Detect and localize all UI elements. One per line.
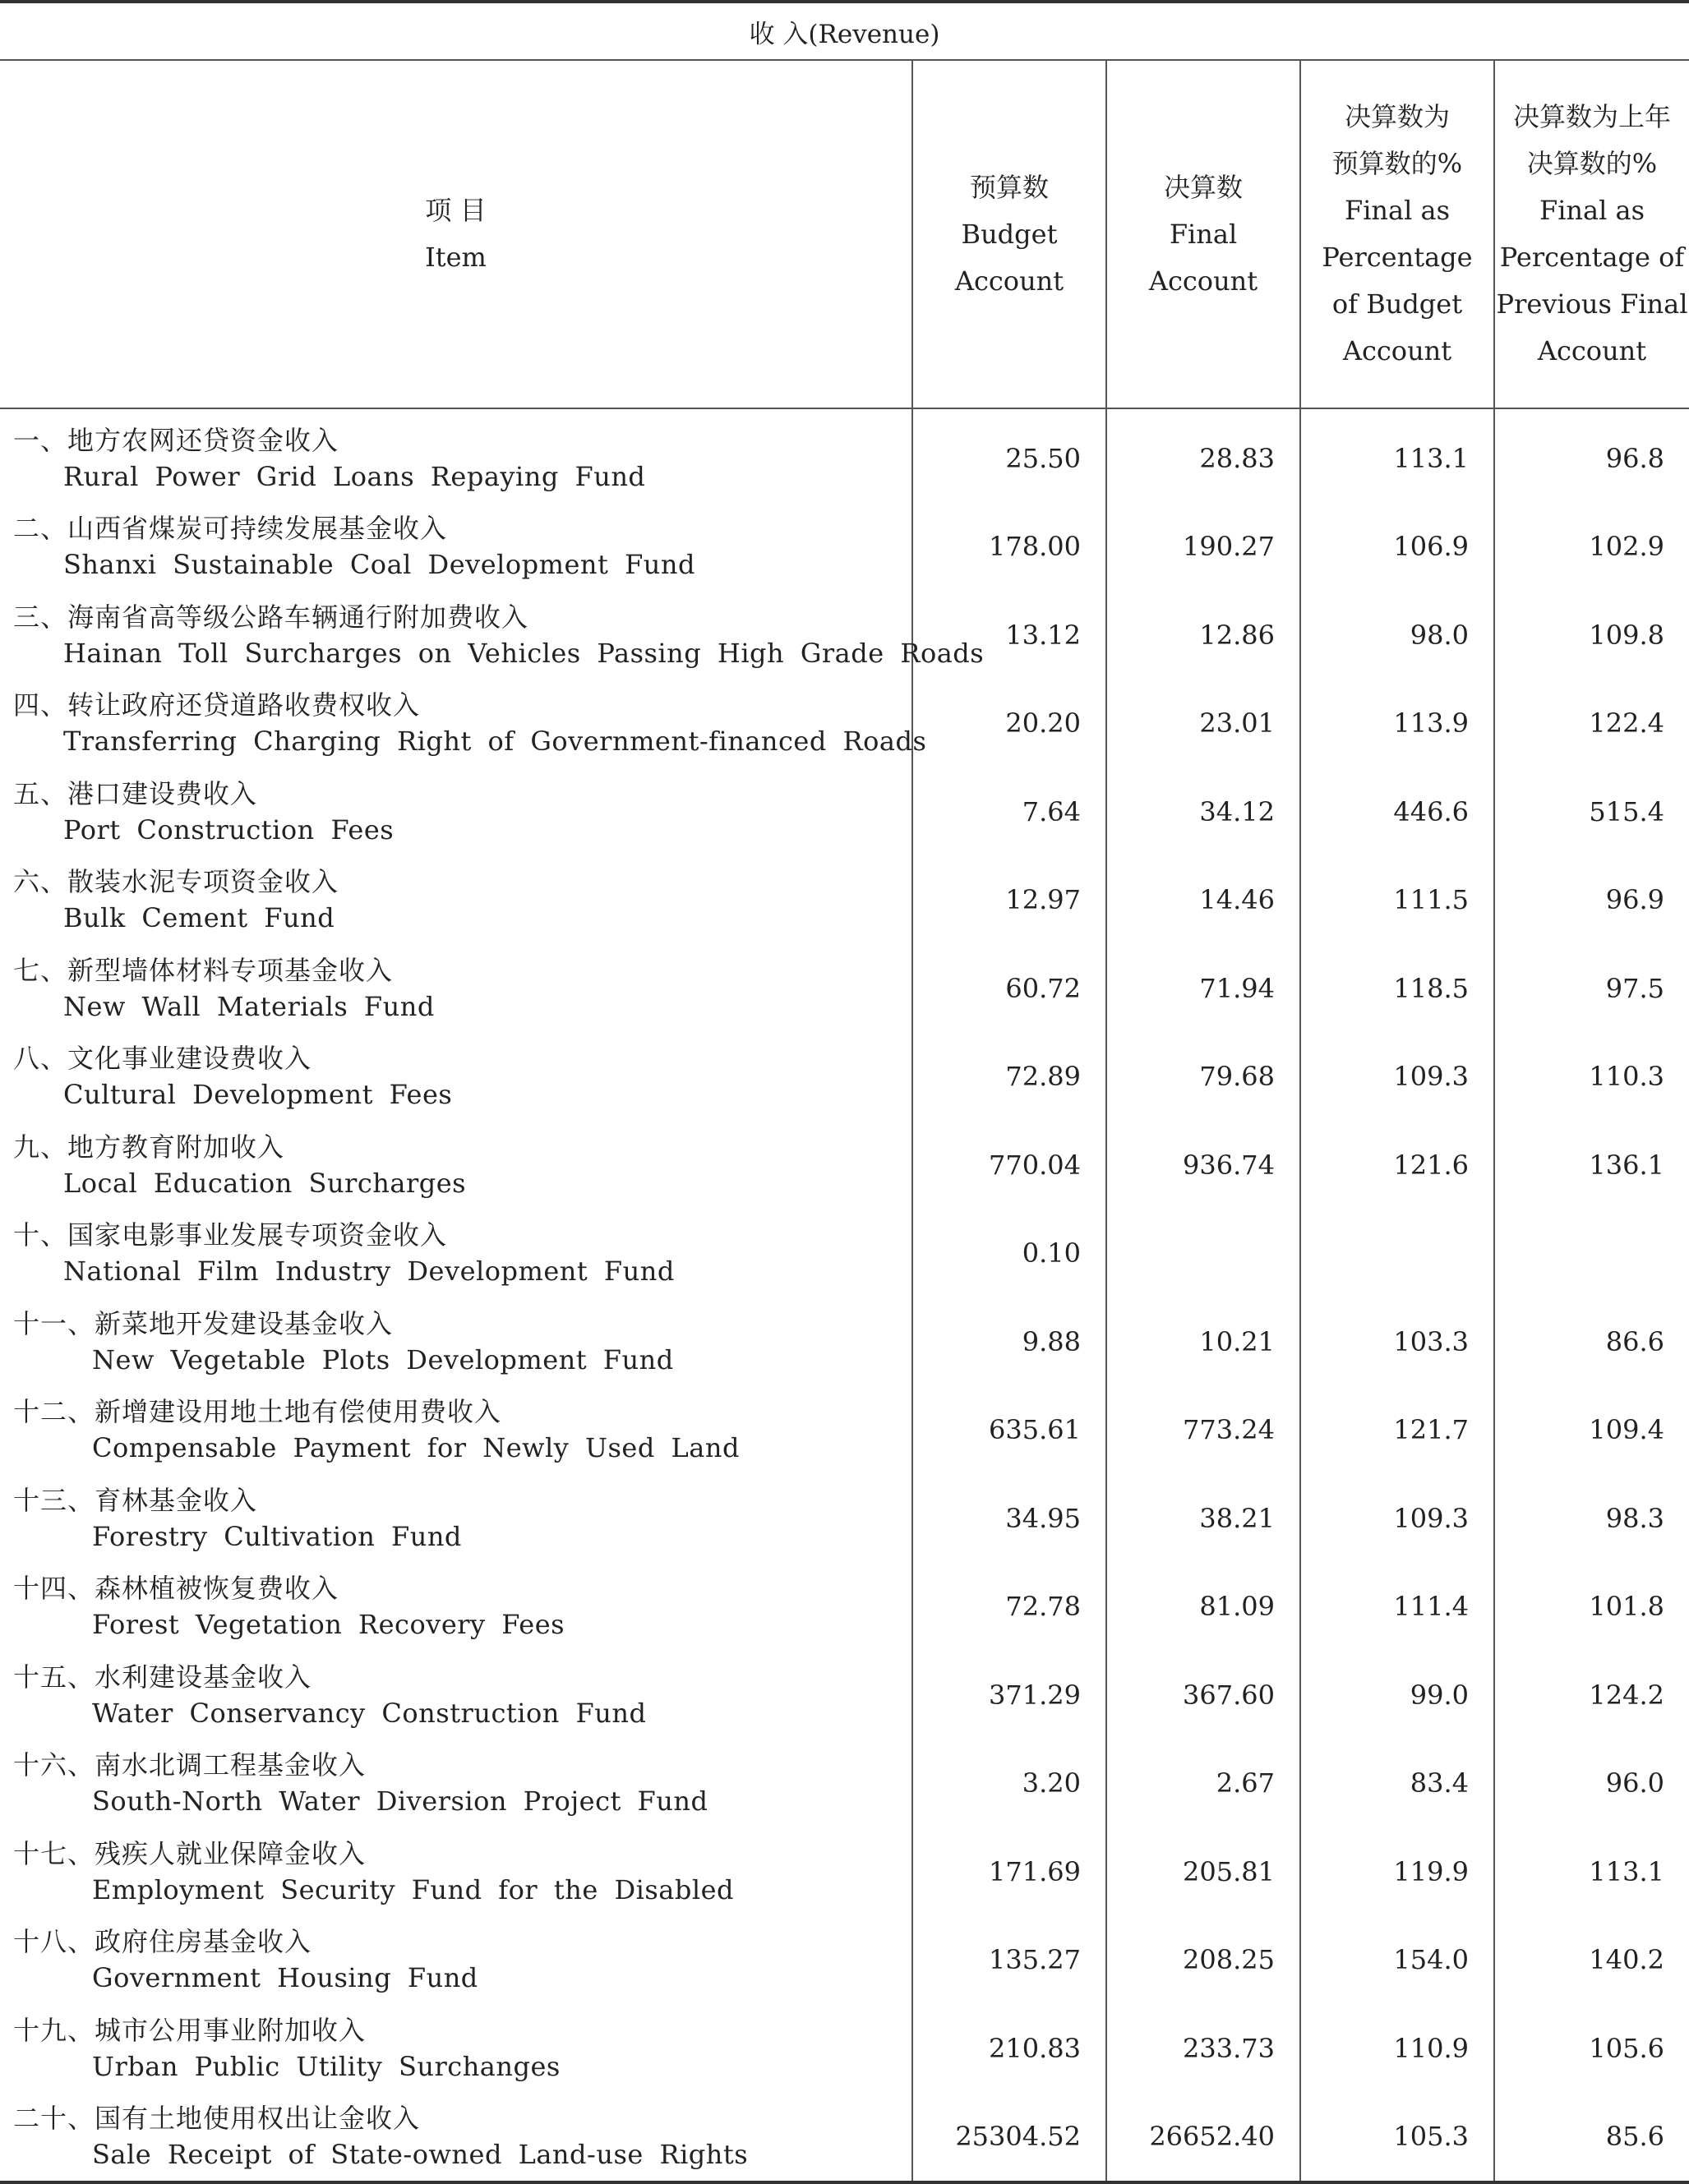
- item-name-en: Port Construction Fees: [63, 813, 395, 845]
- item-name-zh: 十二、新增建设用地土地有偿使用费收入: [13, 1396, 502, 1428]
- item-name-en: Cultural Development Fees: [63, 1079, 453, 1111]
- table-row: [0, 1386, 1689, 1475]
- item-cell: [0, 1209, 912, 1298]
- pct-prev-cell: 515.4: [1494, 767, 1689, 856]
- table-row: [0, 1739, 1689, 1828]
- budget-cell: 20.20: [912, 680, 1106, 768]
- pct-budget-cell: 105.3: [1300, 2093, 1494, 2183]
- item-cell: [0, 408, 912, 503]
- table-row: [0, 944, 1689, 1033]
- final-cell: 28.83: [1106, 408, 1300, 503]
- item-name-zh: 三、海南省高等级公路车辆通行附加费收入: [13, 601, 529, 633]
- item-cell: [0, 1651, 912, 1739]
- header-pct-prev: [1494, 60, 1689, 408]
- header-budget-en-2: Account: [954, 265, 1064, 297]
- item-name-zh: 六、散装水泥专项资金收入: [13, 866, 339, 898]
- item-name-zh: 二、山西省煤炭可持续发展基金收入: [13, 513, 448, 545]
- final-cell: 2.67: [1106, 1739, 1300, 1828]
- header-pct-budget-zh-2: 预算数的%: [1331, 148, 1463, 179]
- header-pct-budget-en-2: Percentage: [1322, 242, 1473, 273]
- item-name-en: Water Conservancy Construction Fund: [92, 1697, 647, 1729]
- final-cell: 233.73: [1106, 2004, 1300, 2093]
- budget-cell: 25304.52: [912, 2093, 1106, 2183]
- pct-prev-cell: 86.6: [1494, 1297, 1689, 1386]
- budget-cell: 34.95: [912, 1474, 1106, 1563]
- budget-cell: 9.88: [912, 1297, 1106, 1386]
- pct-budget-cell: 106.9: [1300, 503, 1494, 592]
- item-cell: [0, 2004, 912, 2093]
- item-name-en: Bulk Cement Fund: [63, 902, 335, 934]
- item-name-en: Forestry Cultivation Fund: [92, 1520, 462, 1552]
- pct-budget-cell: 154.0: [1300, 1916, 1494, 2005]
- final-cell: 14.46: [1106, 856, 1300, 945]
- final-cell: 205.81: [1106, 1827, 1300, 1916]
- final-cell: 81.09: [1106, 1563, 1300, 1652]
- pct-budget-cell: 119.9: [1300, 1827, 1494, 1916]
- item-name-en: South-North Water Diversion Project Fund: [92, 1785, 708, 1818]
- budget-cell: 3.20: [912, 1739, 1106, 1828]
- item-name-zh: 二十、国有土地使用权出让金收入: [13, 2103, 421, 2135]
- item-cell: [0, 1739, 912, 1828]
- item-name-zh: 九、地方教育附加收入: [13, 1131, 285, 1163]
- pct-budget-cell: 83.4: [1300, 1739, 1494, 1828]
- table-row: [0, 767, 1689, 856]
- pct-prev-cell: 109.8: [1494, 591, 1689, 680]
- item-cell: [0, 1297, 912, 1386]
- table-row: [0, 1651, 1689, 1739]
- pct-budget-cell: 99.0: [1300, 1651, 1494, 1739]
- header-row: [0, 60, 1689, 408]
- budget-cell: 171.69: [912, 1827, 1106, 1916]
- item-name-en: Transferring Charging Right of Government-financed Roads: [63, 726, 927, 758]
- item-cell: [0, 856, 912, 945]
- item-name-zh: 十五、水利建设基金收入: [13, 1661, 312, 1693]
- item-name-en: Compensable Payment for Newly Used Land: [92, 1432, 740, 1464]
- table-row: [0, 2093, 1689, 2183]
- final-cell: 10.21: [1106, 1297, 1300, 1386]
- header-budget-zh: 预算数: [969, 171, 1049, 203]
- header-budget: [912, 60, 1106, 408]
- item-cell: [0, 503, 912, 592]
- final-cell: 38.21: [1106, 1474, 1300, 1563]
- item-cell: [0, 1121, 912, 1209]
- item-name-en: Shanxi Sustainable Coal Development Fund: [63, 549, 695, 581]
- final-cell: 190.27: [1106, 503, 1300, 592]
- header-pct-prev-en-1: Final as: [1539, 195, 1645, 226]
- item-name-zh: 一、地方农网还贷资金收入: [13, 424, 339, 456]
- item-name-zh: 十、国家电影事业发展专项资金收入: [13, 1219, 448, 1251]
- item-cell: [0, 1916, 912, 2005]
- table-row: [0, 1209, 1689, 1298]
- item-cell: [0, 680, 927, 768]
- item-cell: [0, 767, 912, 856]
- item-name-zh: 十一、新菜地开发建设基金收入: [13, 1307, 394, 1339]
- pct-prev-cell: 96.8: [1494, 408, 1689, 503]
- pct-prev-cell: 124.2: [1494, 1651, 1689, 1739]
- header-pct-budget-en-4: Account: [1342, 335, 1452, 366]
- item-cell: [0, 1033, 912, 1122]
- item-name-en: Rural Power Grid Loans Repaying Fund: [63, 460, 646, 492]
- pct-budget-cell: 111.4: [1300, 1563, 1494, 1652]
- header-pct-prev-zh-1: 决算数为上年: [1512, 101, 1671, 132]
- item-name-zh: 十三、育林基金收入: [13, 1484, 258, 1516]
- pct-budget-cell: 446.6: [1300, 767, 1494, 856]
- table-row: [0, 1121, 1689, 1209]
- item-name-zh: 五、港口建设费收入: [13, 777, 258, 809]
- budget-cell: 635.61: [912, 1386, 1106, 1475]
- pct-prev-cell: [1494, 1209, 1689, 1298]
- budget-cell: 13.12: [912, 591, 1106, 680]
- pct-budget-cell: 109.3: [1300, 1474, 1494, 1563]
- table-row: [0, 2004, 1689, 2093]
- final-cell: 23.01: [1106, 680, 1300, 768]
- pct-budget-cell: 98.0: [1300, 591, 1494, 680]
- header-pct-budget-en-1: Final as: [1344, 195, 1451, 226]
- table-row: [0, 1297, 1689, 1386]
- pct-prev-cell: 101.8: [1494, 1563, 1689, 1652]
- item-name-en: New Vegetable Plots Development Fund: [92, 1343, 674, 1375]
- final-cell: [1106, 1209, 1300, 1298]
- pct-budget-cell: 110.9: [1300, 2004, 1494, 2093]
- item-cell: [0, 944, 912, 1033]
- pct-budget-cell: 121.7: [1300, 1386, 1494, 1475]
- pct-prev-cell: 105.6: [1494, 2004, 1689, 2093]
- pct-prev-cell: 97.5: [1494, 944, 1689, 1033]
- pct-prev-cell: 122.4: [1494, 680, 1689, 768]
- budget-cell: 210.83: [912, 2004, 1106, 2093]
- pct-prev-cell: 85.6: [1494, 2093, 1689, 2183]
- table-row: [0, 1474, 1689, 1563]
- header-final-en-1: Final: [1169, 218, 1238, 250]
- item-name-en: Hainan Toll Surcharges on Vehicles Passing High Grade Roads: [63, 637, 985, 669]
- final-cell: 936.74: [1106, 1121, 1300, 1209]
- item-name-zh: 十四、森林植被恢复费收入: [13, 1573, 339, 1605]
- budget-cell: 135.27: [912, 1916, 1106, 2005]
- header-pct-prev-en-3: Previous Final: [1496, 288, 1688, 320]
- item-name-zh: 八、文化事业建设费收入: [13, 1043, 312, 1075]
- item-name-en: New Wall Materials Fund: [63, 990, 435, 1022]
- table-row: [0, 1033, 1689, 1122]
- header-item-en: Item: [425, 242, 487, 273]
- table-title: 收 入(Revenue): [0, 2, 1689, 60]
- pct-prev-cell: 109.4: [1494, 1386, 1689, 1475]
- pct-budget-cell: 118.5: [1300, 944, 1494, 1033]
- header-item-zh: 项 目: [425, 195, 487, 226]
- pct-prev-cell: 136.1: [1494, 1121, 1689, 1209]
- header-pct-prev-zh-2: 决算数的%: [1526, 148, 1658, 179]
- table-row: [0, 591, 1689, 680]
- item-name-en: Employment Security Fund for the Disabled: [92, 1873, 734, 1905]
- pct-budget-cell: 121.6: [1300, 1121, 1494, 1209]
- pct-prev-cell: 110.3: [1494, 1033, 1689, 1122]
- header-final: [1106, 60, 1300, 408]
- item-name-zh: 七、新型墙体材料专项基金收入: [13, 954, 394, 986]
- header-pct-budget-en-3: of Budget: [1331, 288, 1463, 320]
- final-cell: 71.94: [1106, 944, 1300, 1033]
- item-cell: [0, 1827, 912, 1916]
- pct-prev-cell: 140.2: [1494, 1916, 1689, 2005]
- final-cell: 12.86: [1106, 591, 1300, 680]
- final-cell: 26652.40: [1106, 2093, 1300, 2183]
- pct-prev-cell: 96.9: [1494, 856, 1689, 945]
- header-final-en-2: Account: [1148, 265, 1258, 297]
- pct-prev-cell: 96.0: [1494, 1739, 1689, 1828]
- item-cell: [0, 1563, 912, 1652]
- budget-cell: 0.10: [912, 1209, 1106, 1298]
- header-item: [0, 60, 912, 408]
- item-name-zh: 十九、城市公用事业附加收入: [13, 2014, 367, 2046]
- item-cell: [0, 1474, 912, 1563]
- final-cell: 773.24: [1106, 1386, 1300, 1475]
- header-budget-en-1: Budget: [961, 218, 1058, 250]
- budget-cell: 178.00: [912, 503, 1106, 592]
- pct-prev-cell: 102.9: [1494, 503, 1689, 592]
- final-cell: 367.60: [1106, 1651, 1300, 1739]
- table-row: [0, 1827, 1689, 1916]
- pct-budget-cell: [1300, 1209, 1494, 1298]
- table-row: [0, 856, 1689, 945]
- pct-budget-cell: 111.5: [1300, 856, 1494, 945]
- final-cell: 34.12: [1106, 767, 1300, 856]
- item-name-en: Urban Public Utility Surchanges: [92, 2050, 561, 2082]
- header-pct-budget: [1300, 60, 1494, 408]
- table-row: [0, 680, 1689, 768]
- item-name-zh: 四、转让政府还贷道路收费权收入: [13, 689, 421, 721]
- final-cell: 208.25: [1106, 1916, 1300, 2005]
- budget-cell: 12.97: [912, 856, 1106, 945]
- budget-cell: 60.72: [912, 944, 1106, 1033]
- item-name-en: Forest Vegetation Recovery Fees: [92, 1609, 565, 1641]
- final-cell: 79.68: [1106, 1033, 1300, 1122]
- budget-cell: 7.64: [912, 767, 1106, 856]
- budget-cell: 72.89: [912, 1033, 1106, 1122]
- item-name-zh: 十七、残疾人就业保障金收入: [13, 1837, 367, 1869]
- pct-budget-cell: 109.3: [1300, 1033, 1494, 1122]
- table-body: [0, 408, 1689, 2182]
- item-cell: [0, 2093, 912, 2183]
- item-name-zh: 十八、政府住房基金收入: [13, 1926, 312, 1958]
- table-row: [0, 1916, 1689, 2005]
- header-pct-prev-en-2: Percentage of: [1499, 242, 1685, 273]
- item-name-en: Local Education Surcharges: [63, 1167, 467, 1199]
- budget-cell: 72.78: [912, 1563, 1106, 1652]
- pct-budget-cell: 103.3: [1300, 1297, 1494, 1386]
- budget-cell: 371.29: [912, 1651, 1106, 1739]
- item-name-en: National Film Industry Development Fund: [63, 1256, 675, 1288]
- item-cell: [0, 1386, 912, 1475]
- item-name-en: Sale Receipt of State-owned Land-use Rights: [92, 2139, 749, 2171]
- pct-budget-cell: 113.9: [1300, 680, 1494, 768]
- table-row: [0, 408, 1689, 503]
- item-name-en: Government Housing Fund: [92, 1962, 478, 1994]
- table-row: [0, 503, 1689, 592]
- item-name-zh: 十六、南水北调工程基金收入: [13, 1749, 367, 1781]
- title-row: [0, 2, 1689, 60]
- header-pct-budget-zh-1: 决算数为: [1344, 101, 1450, 132]
- table-row: [0, 1563, 1689, 1652]
- header-pct-prev-en-4: Account: [1537, 335, 1647, 366]
- budget-cell: 770.04: [912, 1121, 1106, 1209]
- item-cell: [0, 591, 985, 680]
- pct-budget-cell: 113.1: [1300, 408, 1494, 503]
- pct-prev-cell: 98.3: [1494, 1474, 1689, 1563]
- header-final-zh: 决算数: [1163, 171, 1243, 203]
- pct-prev-cell: 113.1: [1494, 1827, 1689, 1916]
- budget-cell: 25.50: [912, 408, 1106, 503]
